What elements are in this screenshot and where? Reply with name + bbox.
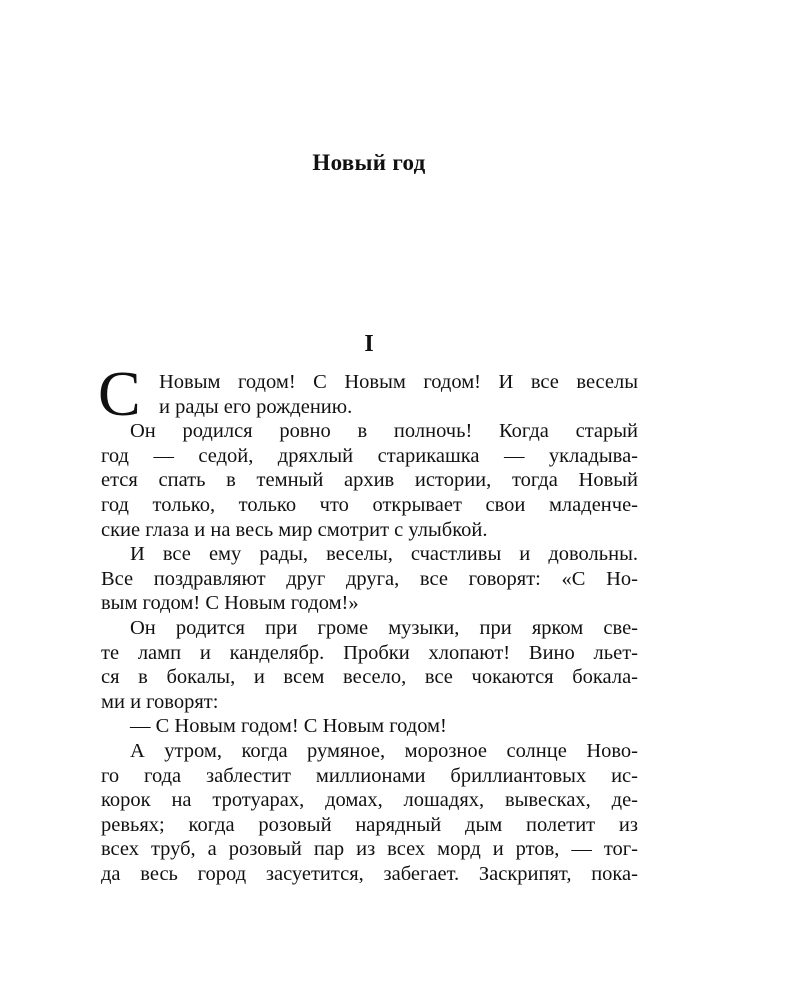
- text-line: те ламп и канделябр. Пробки хлопают! Вино льет-: [101, 641, 638, 664]
- paragraph-1: [98, 358, 638, 429]
- body-text: [98, 358, 638, 886]
- text-line: ется спать в темный архив истории, тогда Новый: [101, 469, 638, 492]
- text-line: и рады его рождению.: [159, 395, 353, 418]
- drop-cap-letter: С: [98, 358, 141, 429]
- text-line: вым годом! С Новым годом!»: [101, 592, 359, 615]
- chapter-number: I: [364, 331, 374, 357]
- paragraph-3: [101, 542, 638, 616]
- text-line: Он родится при громе музыки, при ярком све-: [130, 616, 638, 639]
- text-line: Все поздравляют друг друга, все говорят: «С Но-: [101, 567, 638, 590]
- text-line: Новым годом! С Новым годом! И все веселы: [159, 371, 638, 393]
- paragraph-4: [101, 616, 638, 714]
- text-line: да весь город засуетится, забегает. Заскрипят, пока-: [101, 862, 638, 885]
- text-line: корок на тротуарах, домах, лошадях, вывесках, де-: [101, 789, 638, 812]
- text-line: А утром, когда румяное, морозное солнце Ново-: [130, 739, 638, 762]
- text-line: ми и говорят:: [101, 690, 219, 713]
- text-line: всех труб, а розовый пар из всех морд и ртов, — тог-: [101, 838, 638, 861]
- paragraph-2: [101, 419, 638, 542]
- paragraph-5: [101, 714, 638, 739]
- text-line: ся в бокалы, и всем весело, все чокаются бокала-: [101, 666, 638, 689]
- text-line: ревьях; когда розовый нарядный дым полетит из: [101, 813, 638, 836]
- text-line: — С Новым годом! С Новым годом!: [130, 715, 447, 738]
- text-line: Он родился ровно в полночь! Когда старый: [130, 420, 638, 443]
- text-line: И все ему рады, веселы, счастливы и довольны.: [130, 543, 638, 566]
- text-line: год — седой, дряхлый старикашка — укладыва-: [101, 444, 638, 467]
- text-line: го года заблестит миллионами бриллиантовых ис-: [101, 764, 638, 787]
- text-line: год только, только что открывает свои младенче-: [101, 493, 638, 516]
- paragraph-6: [101, 739, 638, 887]
- text-line: ские глаза и на весь мир смотрит с улыбкой.: [101, 518, 488, 541]
- page-title: Новый год: [312, 150, 426, 175]
